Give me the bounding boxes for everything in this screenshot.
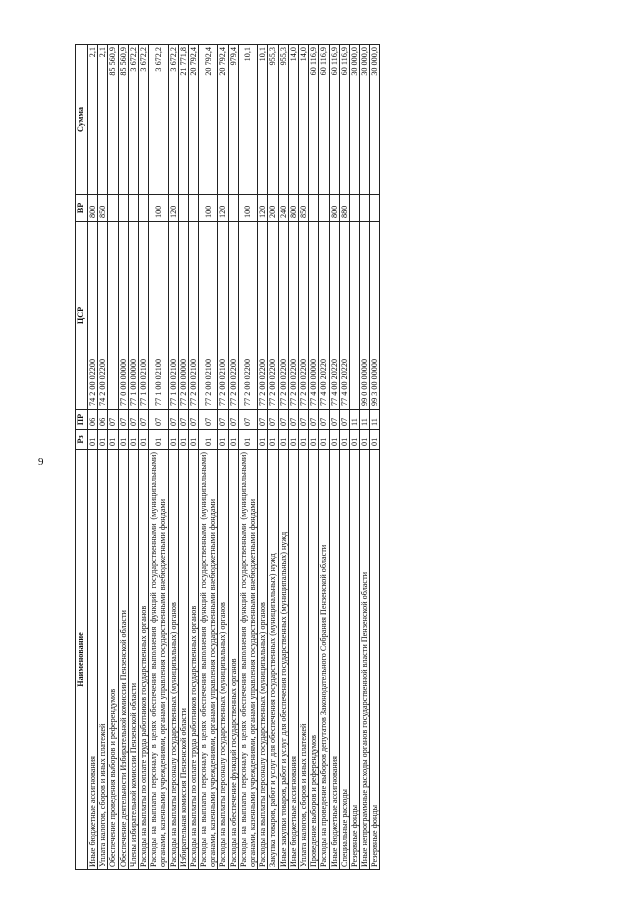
row-vr-cell bbox=[118, 195, 128, 222]
row-vr-cell bbox=[188, 195, 198, 222]
table-row bbox=[258, 45, 268, 870]
row-csr-cell: 77 2 00 02200 bbox=[278, 222, 288, 410]
header-vr: ВР bbox=[76, 195, 88, 222]
row-sum-cell: 60 116,9 bbox=[319, 45, 329, 195]
row-vr-cell: 100 bbox=[149, 195, 168, 222]
row-rz-cell: 01 bbox=[309, 430, 319, 450]
row-rz-cell: 01 bbox=[199, 430, 218, 450]
row-name-cell: Расходы на выплаты персоналу в целях обеспечения выполнения функций государственными (муниципальными) органами, казенными учреждениями, органами управления государственными внебюджетными фондами bbox=[238, 450, 257, 870]
row-vr-cell bbox=[138, 195, 148, 222]
row-name-cell: Резервные фонды bbox=[370, 450, 380, 870]
row-vr-cell bbox=[108, 195, 118, 222]
row-vr-cell bbox=[319, 195, 329, 222]
row-vr-cell: 850 bbox=[98, 195, 108, 222]
header-rz: Рз bbox=[76, 430, 88, 450]
row-name-cell: Расходы на выплаты персоналу государственных (муниципальных) органов bbox=[218, 450, 228, 870]
row-name-cell: Расходы на выплаты персоналу в целях обеспечения выполнения функций государственными (муниципальными) органами, казенными учреждениями, органами управления государственными внебюджетными фондами bbox=[199, 450, 218, 870]
row-rz-cell: 01 bbox=[339, 430, 349, 450]
header-row bbox=[76, 45, 88, 870]
row-sum-cell: 20 792,4 bbox=[199, 45, 218, 195]
row-pr-cell: 07 bbox=[168, 410, 178, 430]
row-sum-cell: 14,0 bbox=[288, 45, 298, 195]
header-pr: ПР bbox=[76, 410, 88, 430]
row-sum-cell: 955,3 bbox=[268, 45, 278, 195]
table-row bbox=[149, 45, 168, 870]
row-sum-cell: 2,1 bbox=[88, 45, 98, 195]
row-sum-cell: 3 672,2 bbox=[128, 45, 138, 195]
row-csr-cell: 77 4 00 20220 bbox=[339, 222, 349, 410]
row-csr-cell: 77 2 00 02200 bbox=[228, 222, 238, 410]
row-pr-cell: 07 bbox=[178, 410, 188, 430]
row-csr-cell: 99 0 00 00000 bbox=[360, 222, 370, 410]
table-row bbox=[168, 45, 178, 870]
row-csr-cell: 77 2 00 02200 bbox=[288, 222, 298, 410]
row-vr-cell: 120 bbox=[258, 195, 268, 222]
row-vr-cell bbox=[228, 195, 238, 222]
table-row bbox=[218, 45, 228, 870]
row-name-cell: Расходы на выплаты персоналу государственных (муниципальных) органов bbox=[168, 450, 178, 870]
table-row bbox=[349, 45, 359, 870]
row-rz-cell: 01 bbox=[188, 430, 198, 450]
row-pr-cell: 11 bbox=[360, 410, 370, 430]
row-pr-cell: 07 bbox=[258, 410, 268, 430]
row-sum-cell: 20 792,4 bbox=[218, 45, 228, 195]
table-row bbox=[188, 45, 198, 870]
table-row bbox=[329, 45, 339, 870]
row-pr-cell: 07 bbox=[288, 410, 298, 430]
header-name: Наименование bbox=[76, 450, 88, 870]
table-row bbox=[298, 45, 308, 870]
row-rz-cell: 01 bbox=[168, 430, 178, 450]
row-sum-cell: 10,1 bbox=[258, 45, 268, 195]
table-row bbox=[118, 45, 128, 870]
table-row bbox=[138, 45, 148, 870]
row-rz-cell: 01 bbox=[319, 430, 329, 450]
header-sum: Сумма bbox=[76, 45, 88, 195]
row-csr-cell: 77 2 00 02100 bbox=[188, 222, 198, 410]
row-pr-cell: 07 bbox=[149, 410, 168, 430]
row-sum-cell: 60 116,9 bbox=[329, 45, 339, 195]
row-rz-cell: 01 bbox=[138, 430, 148, 450]
table-row bbox=[370, 45, 380, 870]
row-pr-cell: 07 bbox=[319, 410, 329, 430]
row-name-cell: Иные бюджетные ассигнования bbox=[88, 450, 98, 870]
row-rz-cell: 01 bbox=[329, 430, 339, 450]
row-rz-cell: 01 bbox=[278, 430, 288, 450]
table-row bbox=[98, 45, 108, 870]
row-sum-cell: 30 000,0 bbox=[349, 45, 359, 195]
row-rz-cell: 01 bbox=[149, 430, 168, 450]
row-csr-cell: 77 1 00 02100 bbox=[138, 222, 148, 410]
row-sum-cell: 14,0 bbox=[298, 45, 308, 195]
row-rz-cell: 01 bbox=[228, 430, 238, 450]
row-rz-cell: 01 bbox=[98, 430, 108, 450]
row-vr-cell bbox=[360, 195, 370, 222]
row-rz-cell: 01 bbox=[349, 430, 359, 450]
row-csr-cell: 77 0 00 00000 bbox=[118, 222, 128, 410]
row-vr-cell: 100 bbox=[199, 195, 218, 222]
table-row bbox=[360, 45, 370, 870]
row-csr-cell: 77 2 00 02100 bbox=[199, 222, 218, 410]
row-pr-cell: 07 bbox=[188, 410, 198, 430]
table-row bbox=[108, 45, 118, 870]
table-row bbox=[128, 45, 138, 870]
row-rz-cell: 01 bbox=[298, 430, 308, 450]
row-vr-cell bbox=[309, 195, 319, 222]
row-pr-cell: 11 bbox=[349, 410, 359, 430]
row-name-cell: Закупка товаров, работ и услуг для обеспечения государственных (муниципальных) нужд bbox=[268, 450, 278, 870]
row-rz-cell: 01 bbox=[218, 430, 228, 450]
row-csr-cell bbox=[349, 222, 359, 410]
table-row bbox=[238, 45, 257, 870]
row-pr-cell: 07 bbox=[329, 410, 339, 430]
table-row bbox=[268, 45, 278, 870]
row-name-cell: Избирательная комиссия Пензенской области bbox=[178, 450, 188, 870]
row-csr-cell: 99 3 00 00000 bbox=[370, 222, 380, 410]
table-row bbox=[309, 45, 319, 870]
row-name-cell: Члены избирательной комиссии Пензенской области bbox=[128, 450, 138, 870]
row-pr-cell: 07 bbox=[108, 410, 118, 430]
row-name-cell: Расходы на выплаты персоналу в целях обеспечения выполнения функций государственными (муниципальными) органами, казенными учреждениями, органами управления государственными внебюджетными фондами bbox=[149, 450, 168, 870]
row-name-cell: Иные непрограммные расходы органов государственной власти Пензенской области bbox=[360, 450, 370, 870]
budget-table bbox=[75, 44, 380, 870]
row-name-cell: Расходы на выплаты по оплате труда работников государственных органов bbox=[188, 450, 198, 870]
row-vr-cell: 120 bbox=[168, 195, 178, 222]
row-csr-cell: 77 1 00 02100 bbox=[149, 222, 168, 410]
row-pr-cell: 06 bbox=[88, 410, 98, 430]
row-csr-cell: 77 2 00 02100 bbox=[218, 222, 228, 410]
table-row bbox=[278, 45, 288, 870]
row-name-cell: Иные бюджетные ассигнования bbox=[288, 450, 298, 870]
row-sum-cell: 30 000,0 bbox=[370, 45, 380, 195]
row-pr-cell: 07 bbox=[309, 410, 319, 430]
row-csr-cell: 77 1 00 00000 bbox=[128, 222, 138, 410]
table-row bbox=[199, 45, 218, 870]
row-name-cell: Уплата налогов, сборов и иных платежей bbox=[98, 450, 108, 870]
table-body bbox=[88, 45, 380, 870]
row-rz-cell: 01 bbox=[178, 430, 188, 450]
page-number: 9 bbox=[38, 456, 44, 468]
row-pr-cell: 11 bbox=[370, 410, 380, 430]
row-sum-cell: 3 672,2 bbox=[168, 45, 178, 195]
row-rz-cell: 01 bbox=[288, 430, 298, 450]
row-sum-cell: 20 792,4 bbox=[188, 45, 198, 195]
row-rz-cell: 01 bbox=[128, 430, 138, 450]
row-rz-cell: 01 bbox=[238, 430, 257, 450]
row-rz-cell: 01 bbox=[108, 430, 118, 450]
row-rz-cell: 01 bbox=[268, 430, 278, 450]
row-sum-cell: 85 560,9 bbox=[118, 45, 128, 195]
row-pr-cell: 07 bbox=[268, 410, 278, 430]
row-rz-cell: 01 bbox=[370, 430, 380, 450]
table-row bbox=[339, 45, 349, 870]
row-vr-cell: 800 bbox=[288, 195, 298, 222]
row-name-cell: Обеспечение проведения выборов и референдумов bbox=[108, 450, 118, 870]
row-pr-cell: 07 bbox=[228, 410, 238, 430]
row-name-cell: Расходы на выплаты персоналу государственных (муниципальных) органов bbox=[258, 450, 268, 870]
row-pr-cell: 07 bbox=[118, 410, 128, 430]
row-vr-cell: 100 bbox=[238, 195, 257, 222]
row-name-cell: Иные бюджетные ассигнования bbox=[329, 450, 339, 870]
row-sum-cell: 60 116,9 bbox=[309, 45, 319, 195]
row-csr-cell bbox=[108, 222, 118, 410]
row-name-cell: Резервные фонды bbox=[349, 450, 359, 870]
rotated-table-wrapper bbox=[75, 45, 380, 870]
row-csr-cell: 77 2 00 02200 bbox=[238, 222, 257, 410]
row-csr-cell: 77 4 00 00000 bbox=[309, 222, 319, 410]
row-csr-cell: 77 4 00 20220 bbox=[319, 222, 329, 410]
table-row bbox=[288, 45, 298, 870]
row-rz-cell: 01 bbox=[88, 430, 98, 450]
row-pr-cell: 07 bbox=[218, 410, 228, 430]
row-sum-cell: 955,3 bbox=[278, 45, 288, 195]
row-sum-cell: 2,1 bbox=[98, 45, 108, 195]
row-sum-cell: 30 000,0 bbox=[360, 45, 370, 195]
row-pr-cell: 07 bbox=[278, 410, 288, 430]
row-csr-cell: 77 2 00 02200 bbox=[268, 222, 278, 410]
row-csr-cell: 77 2 00 02200 bbox=[298, 222, 308, 410]
row-sum-cell: 21 771,8 bbox=[178, 45, 188, 195]
row-vr-cell: 850 bbox=[298, 195, 308, 222]
row-vr-cell: 200 bbox=[268, 195, 278, 222]
row-vr-cell: 120 bbox=[218, 195, 228, 222]
row-csr-cell: 74 2 00 02200 bbox=[88, 222, 98, 410]
row-csr-cell: 77 2 00 02200 bbox=[258, 222, 268, 410]
row-pr-cell: 07 bbox=[128, 410, 138, 430]
row-csr-cell: 77 2 00 00000 bbox=[178, 222, 188, 410]
table-row bbox=[228, 45, 238, 870]
row-vr-cell: 800 bbox=[329, 195, 339, 222]
row-vr-cell bbox=[128, 195, 138, 222]
row-name-cell: Обеспечение деятельности Избирательной комиссии Пензенской области bbox=[118, 450, 128, 870]
row-csr-cell: 77 4 00 20220 bbox=[329, 222, 339, 410]
row-pr-cell: 07 bbox=[199, 410, 218, 430]
row-name-cell: Специальные расходы bbox=[339, 450, 349, 870]
row-csr-cell: 77 1 00 02100 bbox=[168, 222, 178, 410]
row-pr-cell: 07 bbox=[238, 410, 257, 430]
row-sum-cell: 979,4 bbox=[228, 45, 238, 195]
row-vr-cell bbox=[349, 195, 359, 222]
row-pr-cell: 07 bbox=[339, 410, 349, 430]
row-rz-cell: 01 bbox=[118, 430, 128, 450]
table-row bbox=[88, 45, 98, 870]
row-sum-cell: 3 672,2 bbox=[138, 45, 148, 195]
row-vr-cell bbox=[370, 195, 380, 222]
row-vr-cell: 800 bbox=[88, 195, 98, 222]
row-sum-cell: 3 672,2 bbox=[149, 45, 168, 195]
row-pr-cell: 06 bbox=[98, 410, 108, 430]
row-name-cell: Расходы на выплаты по оплате труда работников государственных органов bbox=[138, 450, 148, 870]
header-csr: ЦСР bbox=[76, 222, 88, 410]
row-rz-cell: 01 bbox=[258, 430, 268, 450]
row-name-cell: Уплата налогов, сборов и иных платежей bbox=[298, 450, 308, 870]
table-row bbox=[178, 45, 188, 870]
row-csr-cell: 74 2 00 02200 bbox=[98, 222, 108, 410]
row-sum-cell: 60 116,9 bbox=[339, 45, 349, 195]
row-vr-cell bbox=[178, 195, 188, 222]
row-sum-cell: 85 560,9 bbox=[108, 45, 118, 195]
row-vr-cell: 880 bbox=[339, 195, 349, 222]
row-name-cell: Иные закупки товаров, работ и услуг для обеспечения государственных (муниципальных) нужд bbox=[278, 450, 288, 870]
row-name-cell: Расходы на обеспечение функций государственных органов bbox=[228, 450, 238, 870]
row-name-cell: Проведение выборов и референдумов bbox=[309, 450, 319, 870]
row-pr-cell: 07 bbox=[138, 410, 148, 430]
row-sum-cell: 10,1 bbox=[238, 45, 257, 195]
table-row bbox=[319, 45, 329, 870]
row-name-cell: Расходы на проведение выборов депутатов Законодательного Собрания Пензенской области bbox=[319, 450, 329, 870]
row-vr-cell: 240 bbox=[278, 195, 288, 222]
row-pr-cell: 07 bbox=[298, 410, 308, 430]
row-rz-cell: 01 bbox=[360, 430, 370, 450]
